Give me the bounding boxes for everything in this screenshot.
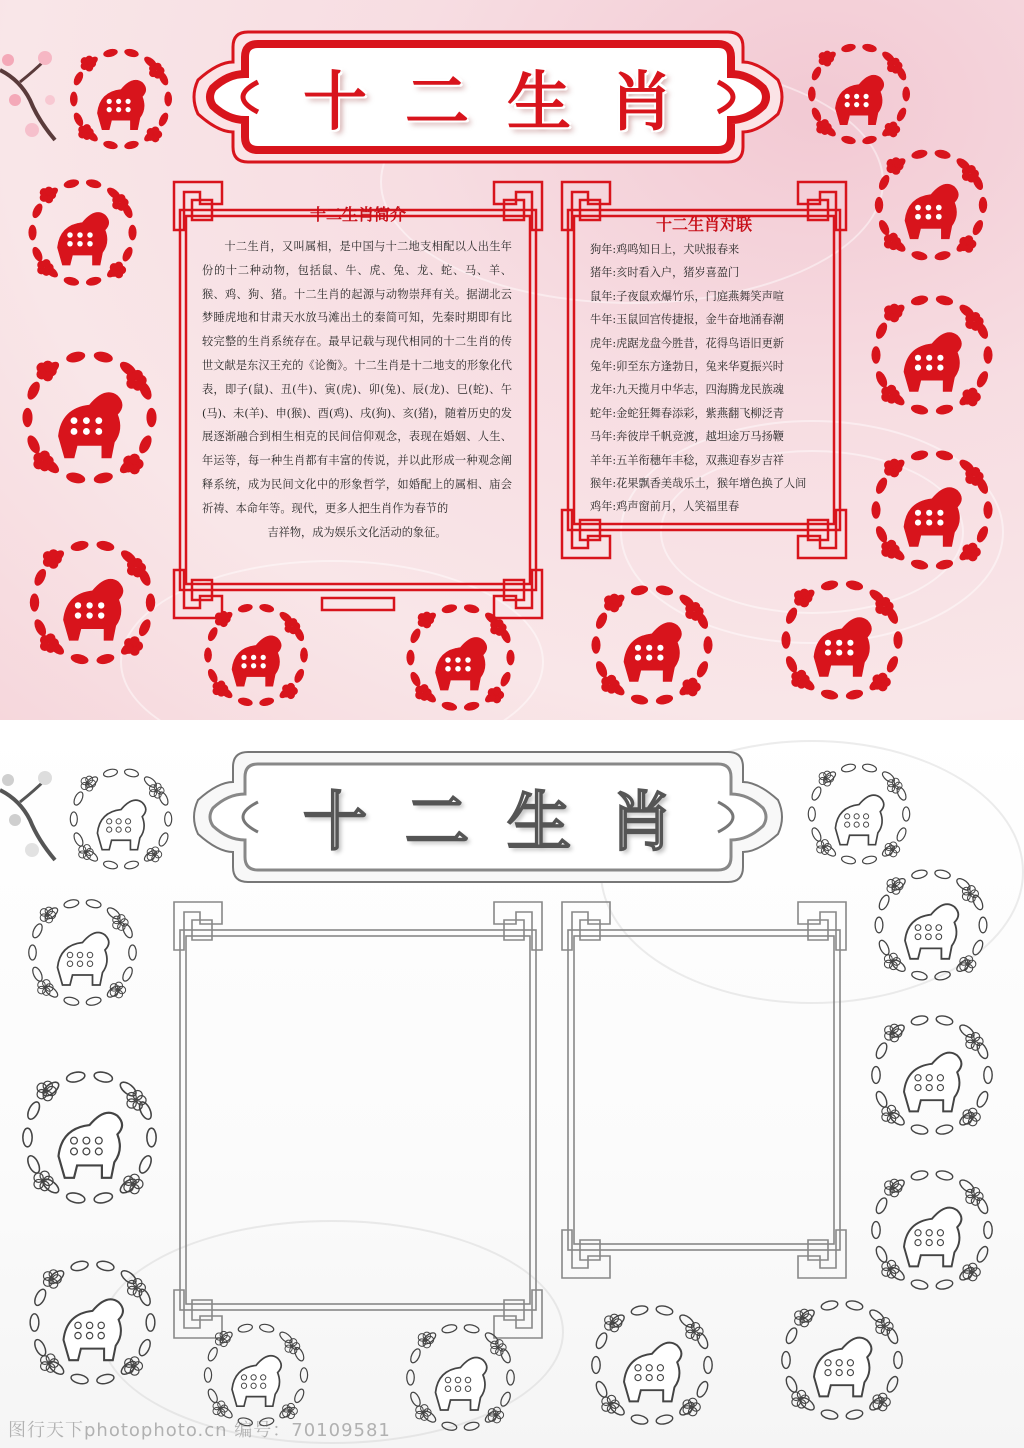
rabbit-outline-icon <box>62 760 180 878</box>
rooster-outline-icon <box>20 890 145 1015</box>
page-title: 十二生肖 <box>303 65 711 140</box>
snake-outline-icon <box>862 1160 1002 1300</box>
intro-body-tail: 吉祥物，成为娱乐文化活动的象征。 <box>267 525 447 539</box>
couplet-line: 马年:奔彼岸千帆竞渡，越坦途万马扬鞭 <box>590 430 784 444</box>
monkey-papercut-icon <box>582 575 722 715</box>
title-banner <box>188 22 788 172</box>
dragon-papercut-icon <box>398 595 523 720</box>
intro-body-text: 十二生肖，又叫属相，是中国与十二地支相配以人出生年份的十二种动物，包括鼠、牛、虎、兔、龙、蛇、马、羊、猴、鸡、狗、猪。十二生肖的起源与动物崇拜有关。据湖北云梦睡虎地和甘肃天水放马滩出土的秦简可知，先秦时期即有比较完整的生肖系统存在。最早记载与现代相同的十二生肖的传世文献是东汉王充的《论衡》。十二生肖是十二地支的形象化代表，即子(鼠)、丑(牛)、寅(虎)、卯(兔)、辰(龙)、巳(蛇)、午(马)、未(羊)、申(猴)、酉(鸡)、戌(狗)、亥(猪)，随着历史的发展逐渐融合到相生相克的民间信仰观念，表现在婚姻、人生、年运等，每一种生肖都有丰富的传说，并以此形成一种观念阐释系统，成为民间文化中的形象哲学，如婚配上的属相、庙会祈祷、本命年等。现代，更多人把生肖作为春节的 <box>202 240 512 515</box>
outline-handout <box>0 720 1024 1448</box>
watermark: 图行天下photophoto.cn 编号：70109581 <box>8 1420 391 1441</box>
page-title-outline: 十二生肖 <box>303 785 711 860</box>
snake-papercut-icon <box>862 440 1002 580</box>
title-banner-outline <box>188 742 788 892</box>
ox-outline-icon <box>20 1250 165 1395</box>
goat-papercut-icon <box>862 285 1002 425</box>
tiger-papercut-icon <box>866 140 996 270</box>
couplet-list <box>590 238 830 519</box>
couplet-line: 猪年:亥时看入户，猪岁喜盈门 <box>590 266 740 280</box>
couplet-panel-outline <box>560 900 848 1280</box>
dog-outline-icon <box>800 755 918 873</box>
colored-handout <box>0 0 1024 720</box>
tiger-outline-icon <box>866 860 996 990</box>
lattice-frame <box>172 900 544 1340</box>
intro-body <box>202 235 512 544</box>
rabbit2-papercut-icon <box>772 570 912 710</box>
rabbit-papercut-icon <box>62 40 180 158</box>
couplet-line: 牛年:玉鼠回宫传捷报，金牛奋地涌春潮 <box>590 313 784 327</box>
couplet-line: 鼠年:子夜鼠欢爆竹乐，门庭燕舞笑声喧 <box>590 289 784 303</box>
couplet-line: 狗年:鸡鸣知日上，犬吠报春来 <box>590 243 740 256</box>
couplet-line: 羊年:五羊衔穗年丰稔，双燕迎春岁吉祥 <box>590 453 784 467</box>
intro-heading: 十二生肖简介 <box>309 205 406 224</box>
rabbit2-outline-icon <box>772 1290 912 1430</box>
plum-blossom-icon <box>0 40 60 150</box>
intro-panel-outline <box>172 900 544 1340</box>
couplet-line: 龙年:九天揽月中华志，四海腾龙民族魂 <box>590 383 784 397</box>
horse-papercut-icon <box>196 595 316 715</box>
pig-papercut-icon <box>12 340 167 495</box>
couplet-line: 兔年:卯至东方逢勃日，兔来华夏振兴时 <box>590 360 784 374</box>
intro-panel <box>172 180 544 620</box>
lattice-frame <box>560 900 848 1280</box>
ox-papercut-icon <box>20 530 165 675</box>
plum-blossom-icon <box>0 760 60 870</box>
pig-outline-icon <box>12 1060 167 1215</box>
couplet-line: 猴年:花果飘香美哉乐土，猴年增色换了人间 <box>590 477 807 491</box>
couplet-line: 鸡年:鸡声窗前月，人笑福里春 <box>590 500 740 514</box>
rooster-papercut-icon <box>20 170 145 295</box>
couplet-line: 蛇年:金蛇狂舞春添彩，紫燕翻飞柳泛青 <box>590 406 784 420</box>
couplet-heading: 十二生肖对联 <box>655 215 752 234</box>
dog-papercut-icon <box>800 35 918 153</box>
couplet-panel <box>560 180 848 560</box>
goat-outline-icon <box>862 1005 1002 1145</box>
couplet-line: 虎年:虎踞龙盘今胜昔，花得鸟语旧更新 <box>590 336 784 350</box>
